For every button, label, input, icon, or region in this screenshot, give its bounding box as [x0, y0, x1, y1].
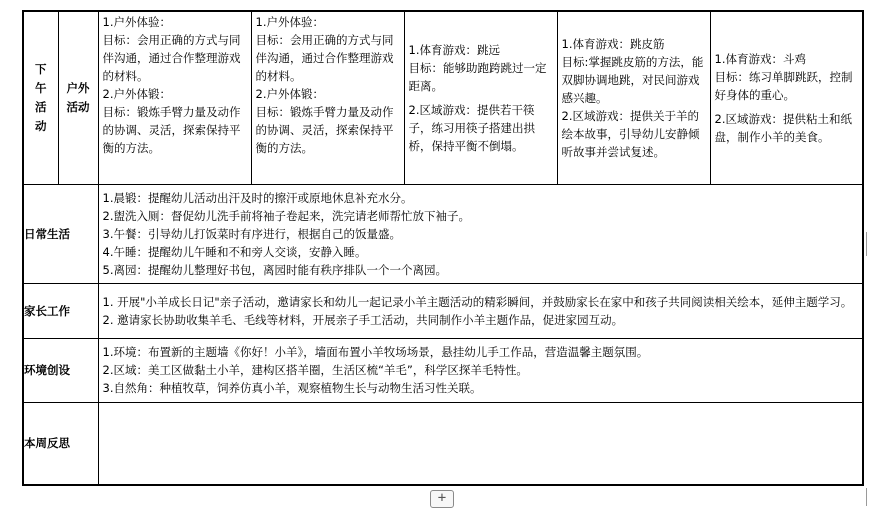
daily-life-label: 日常生活 [23, 184, 98, 283]
day-5-line-2: 目标：练习单脚跳跃，控制好身体的重心。 [714, 69, 853, 102]
environment-line-1: 1.环境：布置新的主题墙《你好！小羊》，墙面布置小羊牧场场景，悬挂幼儿手工作品，营造温馨主题氛围。 [102, 345, 649, 359]
afternoon-row [23, 11, 863, 184]
parent-work-line-1: 1. 开展"小羊成长日记"亲子活动，邀请家长和幼儿一起记录小羊主题活动的精彩瞬间，并鼓励家长在家中和孩子共同阅读相关绘本，延伸主题学习。 [102, 294, 853, 309]
daily-life-row [23, 184, 863, 283]
day-2-line-3: 2.户外体锻： [255, 87, 324, 101]
environment-line-3: 3.自然角：种植牧草，饲养仿真小羊，观察植物生长与动物生活习性关联。 [102, 381, 482, 395]
day-cell-2[interactable] [251, 11, 404, 184]
document-page [22, 10, 862, 484]
day-1-line-4: 目标：锻炼手臂力量及动作的协调、灵活，探索保持平衡的方法。 [102, 105, 241, 155]
weekly-reflection-label: 本周反思 [23, 402, 98, 485]
outdoor-activity-text: 户外活动 [66, 80, 90, 114]
day-5-line-3: 2.区域游戏：提供粘土和纸盘，制作小羊的美食。 [714, 111, 852, 144]
day-cell-5[interactable] [710, 11, 863, 184]
scrollbar-edge-marker [866, 232, 872, 256]
day-5-line-1: 1.体育游戏：斗鸡 [714, 51, 806, 66]
environment-row [23, 338, 863, 402]
day-1-line-3: 2.户外体锻： [102, 87, 171, 101]
day-3-line-3: 2.区域游戏：提供若干筷子，练习用筷子搭建出拱桥，保持平衡不倒塌。 [408, 102, 535, 153]
environment-content[interactable] [98, 338, 863, 402]
day-3-line-2: 目标：能够助跑跨跳过一定距离。 [408, 60, 547, 93]
weekly-plan-table [22, 10, 864, 486]
day-4-line-2: 目标:掌握跳皮筋的方法，能双脚协调地跳，对民间游戏感兴趣。 [561, 54, 704, 105]
weekly-reflection-content[interactable] [98, 402, 863, 485]
weekly-reflection-row [23, 402, 863, 485]
day-4-line-3: 2.区域游戏：提供关于羊的绘本故事，引导幼儿安静倾听故事并尝试复述。 [561, 108, 700, 159]
day-2-line-2: 目标：会用正确的方式与同伴沟通，通过合作整理游戏的材料。 [255, 33, 394, 83]
parent-work-content[interactable] [98, 283, 863, 338]
parent-work-line-2: 2. 邀请家长协助收集羊毛、毛线等材料，开展亲子手工活动，共同制作小羊主题作品，促进家园互动。 [102, 312, 624, 327]
day-1-line-1: 1.户外体验： [102, 15, 171, 29]
daily-life-line-1: 1.晨锻：提醒幼儿活动出汗及时的擦汗或原地休息补充水分。 [102, 190, 413, 205]
add-row-button[interactable]: + [430, 490, 454, 508]
day-2-line-4: 目标：锻炼手臂力量及动作的协调、灵活，探索保持平衡的方法。 [255, 105, 394, 155]
parent-work-label: 家长工作 [23, 283, 98, 338]
environment-label: 环境创设 [23, 338, 98, 402]
scrollbar-edge-marker-bottom [866, 488, 872, 506]
daily-life-line-3: 3.午餐：引导幼儿打饭菜时有序进行，根据自己的饭量盛。 [102, 226, 401, 241]
day-2-line-1: 1.户外体验： [255, 15, 324, 29]
daily-life-line-2: 2.盥洗入厕：督促幼儿洗手前将袖子卷起来，洗完请老师帮忙放下袖子。 [102, 208, 470, 223]
day-1-line-2: 目标：会用正确的方式与同伴沟通，通过合作整理游戏的材料。 [102, 33, 241, 83]
outdoor-activity-label [58, 11, 98, 184]
environment-line-2: 2.区域：美工区做黏土小羊，建构区搭羊圈，生活区梳“羊毛”，科学区探羊毛特性。 [102, 363, 528, 377]
day-3-line-1: 1.体育游戏：跳远 [408, 42, 500, 57]
day-cell-1[interactable] [98, 11, 251, 184]
day-4-line-1: 1.体育游戏：跳皮筋 [561, 36, 665, 51]
day-cell-3[interactable] [404, 11, 557, 184]
afternoon-section-label [23, 11, 58, 184]
parent-work-row [23, 283, 863, 338]
afternoon-section-text: 下午活动 [35, 61, 47, 133]
daily-life-line-4: 4.午睡：提醒幼儿午睡和不和旁人交谈，安静入睡。 [102, 244, 367, 259]
day-cell-4[interactable] [557, 11, 710, 184]
daily-life-line-5: 5.离园：提醒幼儿整理好书包，离园时能有秩序排队一个一个离园。 [102, 262, 447, 277]
daily-life-content[interactable] [98, 184, 863, 283]
